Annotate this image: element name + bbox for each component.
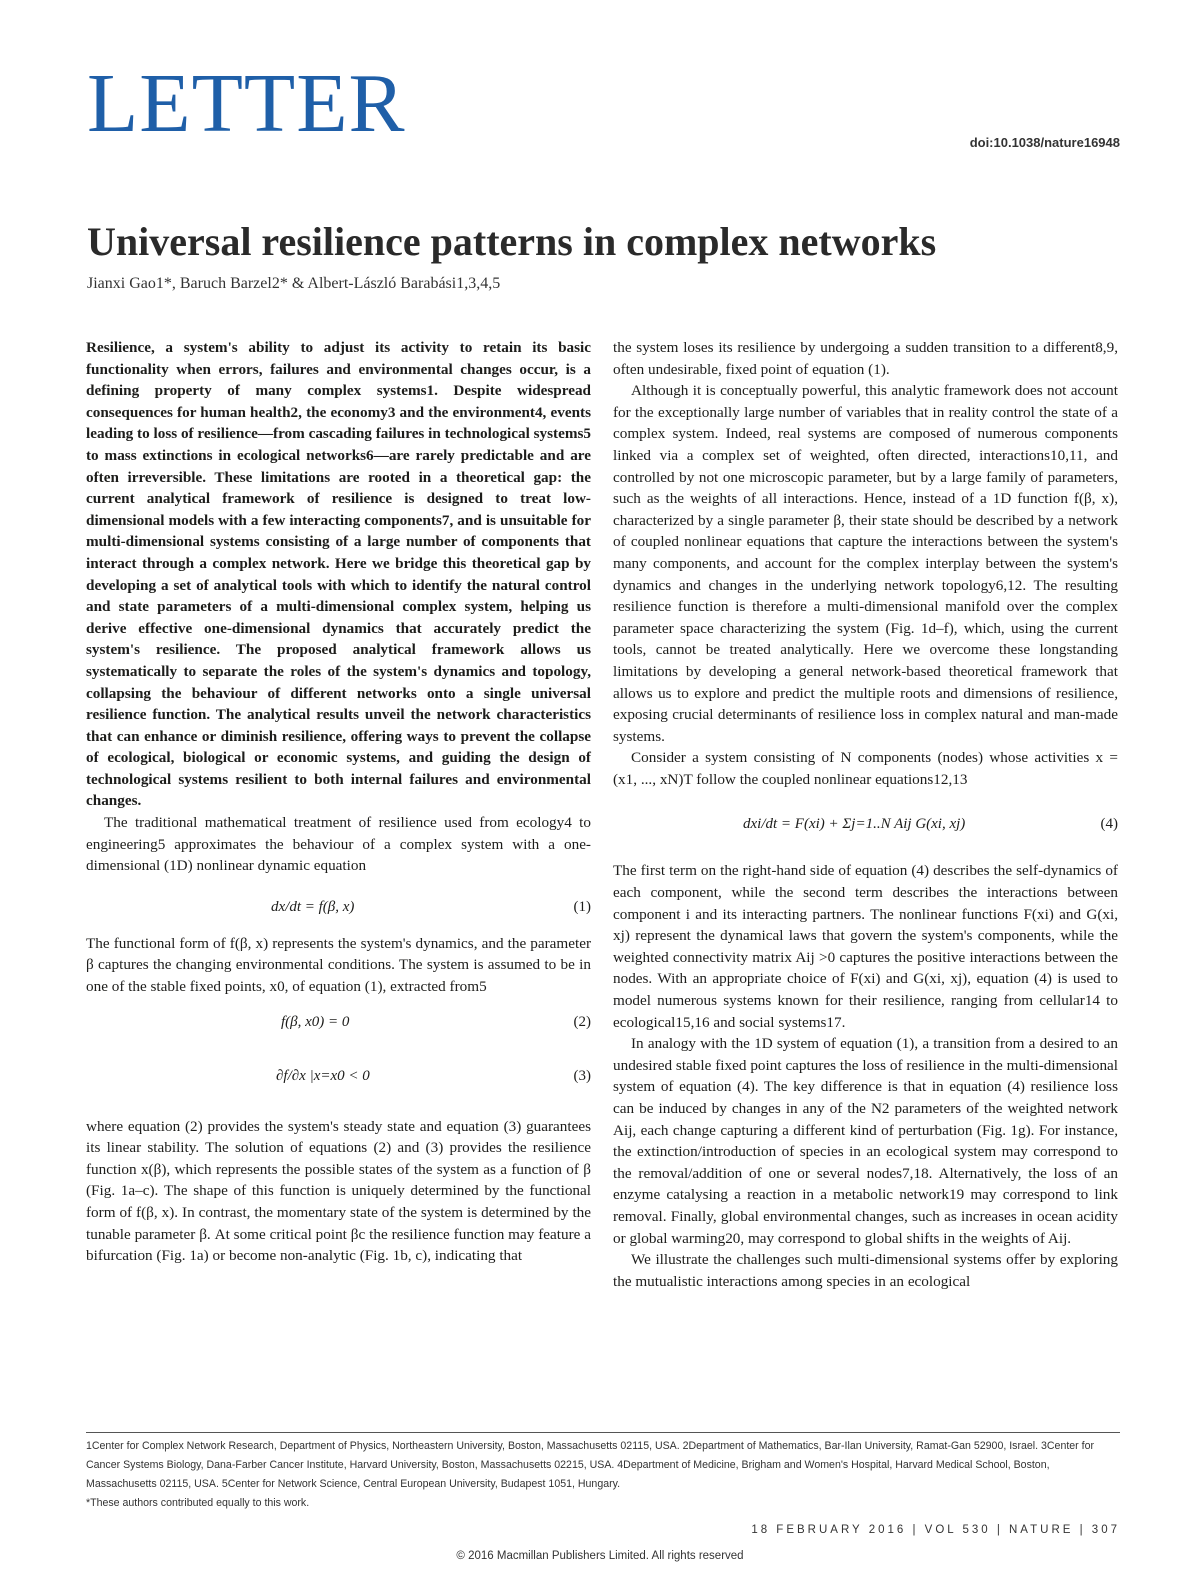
affiliations: 1Center for Complex Network Research, Department of Physics, Northeastern University, Boston, Massachusetts 02115, USA. 2Department of Mathematics, Bar-Ilan University, Ramat-Gan 52900, Israel. 3Center for Cancer Systems Biology, Dana-Farber Cancer Institute, Harvard University, Boston, Massachusetts 02215, USA. 4Department of Medicine, Brigham and Women's Hospital, Harvard Medical School, Boston, Massachusetts 02115, USA. 5Center for Network Science, Central European University, Budapest 1051, Hungary. xyxy=(86,1440,1095,1490)
body-paragraph: In analogy with the 1D system of equation (1), a transition from a desired to an undesired stable fixed point captures the loss of resilience in the multi-dimensional system of equation (4). The key difference is that in equation (4) resilience loss can be induced by changes in any of the N2 parameters of the weighted network Aij, each change capturing a different kind of perturbation (Fig. 1g). For instance, the extinction/introduction of species in an ecological system may correspond to the removal/addition of one or several nodes7,18. Alternatively, the loss of an enzyme catalysing a reaction in a metabolic network19 may correspond to link removal. Finally, global environmental changes, such as increases in ocean acidity or global warming20, may correspond to global shifts in the weights of Aij. xyxy=(613,1035,1118,1247)
equation-3-expression: ∂f/∂x |x=x0 < 0 xyxy=(276,1067,370,1084)
equation-3 xyxy=(86,1044,591,1116)
footnotes xyxy=(86,1437,1120,1513)
right-column xyxy=(613,337,1118,1292)
equation-3-number: (3) xyxy=(573,1067,591,1084)
footnote-divider xyxy=(86,1432,1120,1433)
body-paragraph: Although it is conceptually powerful, this analytic framework does not account for the exceptionally large number of variables that in reality control the state of a complex system. Indeed, real systems are composed of numerous components linked via a complex set of weighted, often directed, interactions10,11, and controlled by not one microscopic parameter, but by a large family of parameters, such as the weights of all interactions. Hence, instead of a 1D function f(β, x), characterized by a single parameter β, their state should be described by a network of coupled nonlinear equations that capture the interactions between the system's many components, and account for the complex interplay between the system's dynamics and changes in the underlying network topology6,12. The resulting resilience function is therefore a multi-dimensional manifold over the complex parameter space characterizing the system (Fig. 1d–f), which, using the current tools, cannot be treated analytically. Here we overcome these longstanding limitations by developing a general network-based theoretical framework that allows us to explore and predict the multiple roots and dimensions of resilience, exposing crucial determinants of resilience loss in complex natural and man-made systems. xyxy=(613,382,1118,745)
doi[interactable]: doi:10.1038/nature16948 xyxy=(969,135,1120,150)
abstract: Resilience, a system's ability to adjust its activity to retain its basic functionality when errors, failures and environmental changes occur, is a defining property of many complex systems1. Despite widespread consequences for human health2, the economy3 and the environment4, events leading to loss of resilience—from cascading failures in technological systems5 to mass extinctions in ecological networks6—are rarely predictable and are often irreversible. These limitations are rooted in a theoretical gap: the current analytical framework of resilience is designed to treat low-dimensional models with a few interacting components7, and is unsuitable for multi-dimensional systems consisting of a large number of components that interact through a complex network. Here we bridge this theoretical gap by developing a set of analytical tools with which to identify the natural control and state parameters of a multi-dimensional complex system, helping us derive effective one-dimensional dynamics that accurately predict the system's resilience. The proposed analytical framework allows us systematically to separate the roles of the system's dynamics and topology, collapsing the behaviour of different networks onto a single universal resilience function. The analytical results unveil the network characteristics that can enhance or diminish resilience, offering ways to prevent the collapse of ecological, biological or economic systems, and guiding the design of technological systems resilient to both internal failures and environmental changes. xyxy=(86,339,591,810)
body-paragraph: The first term on the right-hand side of equation (4) describes the self-dynamics of each component, while the second term describes the interactions between component i and its interacting partners. The nonlinear functions F(xi) and G(xi, xj) represent the dynamical laws that govern the system's components, while the weighted connectivity matrix Aij >0 captures the positive interactions between the nodes. With an appropriate choice of F(xi) and G(xi, xj), equation (4) is used to model numerous systems known for their resilience, ranging from cellular14 to ecological15,16 and social systems17. xyxy=(613,862,1118,1031)
equation-2 xyxy=(86,1004,591,1044)
author-list: Jianxi Gao1*, Baruch Barzel2* & Albert-László Barabási1,3,4,5 xyxy=(87,275,501,292)
body-paragraph: the system loses its resilience by undergoing a sudden transition to a different8,9, often undesirable, fixed point of equation (1). xyxy=(613,339,1118,378)
equation-4-expression: dxi/dt = F(xi) + Σj=1..N Aij G(xi, xj) xyxy=(743,816,966,833)
equation-4 xyxy=(613,796,1118,860)
equal-contribution-note: *These authors contributed equally to this work. xyxy=(86,1497,310,1509)
equation-1-expression: dx/dt = f(β, x) xyxy=(271,898,355,915)
page-folio: 18 FEBRUARY 2016 | VOL 530 | NATURE | 307 xyxy=(751,1524,1120,1536)
equation-4-number: (4) xyxy=(1100,816,1118,833)
body-paragraph: The traditional mathematical treatment of resilience used from ecology4 to engineering5 approximates the behaviour of a complex system with a one-dimensional (1D) nonlinear dynamic equation xyxy=(86,814,591,875)
body-paragraph: We illustrate the challenges such multi-dimensional systems offer by exploring the mutualistic interactions among species in an ecological xyxy=(613,1251,1118,1290)
left-column xyxy=(86,337,591,1267)
equation-2-expression: f(β, x0) = 0 xyxy=(281,1013,350,1030)
body-paragraph: Consider a system consisting of N components (nodes) whose activities x = (x1, ..., xN)T follow the coupled nonlinear equations12,13 xyxy=(613,749,1118,788)
copyright: © 2016 Macmillan Publishers Limited. All rights reserved xyxy=(456,1550,744,1562)
body-paragraph: where equation (2) provides the system's steady state and equation (3) guarantees its linear stability. The solution of equations (2) and (3) provides the resilience function x(β), which represents the possible states of the system as a function of β (Fig. 1a–c). The shape of this function is uniquely determined by the functional form of f(β, x). In contrast, the momentary state of the system is determined by the tunable parameter β. At some critical point βc the resilience function may feature a bifurcation (Fig. 1a) or become non-analytic (Fig. 1b, c), indicating that xyxy=(86,1117,591,1265)
equation-2-number: (2) xyxy=(573,1013,591,1030)
equation-1-number: (1) xyxy=(573,898,591,915)
section-heading: LETTER xyxy=(87,57,406,150)
body-paragraph: The functional form of f(β, x) represents the system's dynamics, and the parameter β captures the changing environmental conditions. The system is assumed to be in one of the stable fixed points, x0, of equation (1), extracted from5 xyxy=(86,934,591,996)
article-title: Universal resilience patterns in complex networks xyxy=(87,219,937,264)
equation-1 xyxy=(86,885,591,933)
